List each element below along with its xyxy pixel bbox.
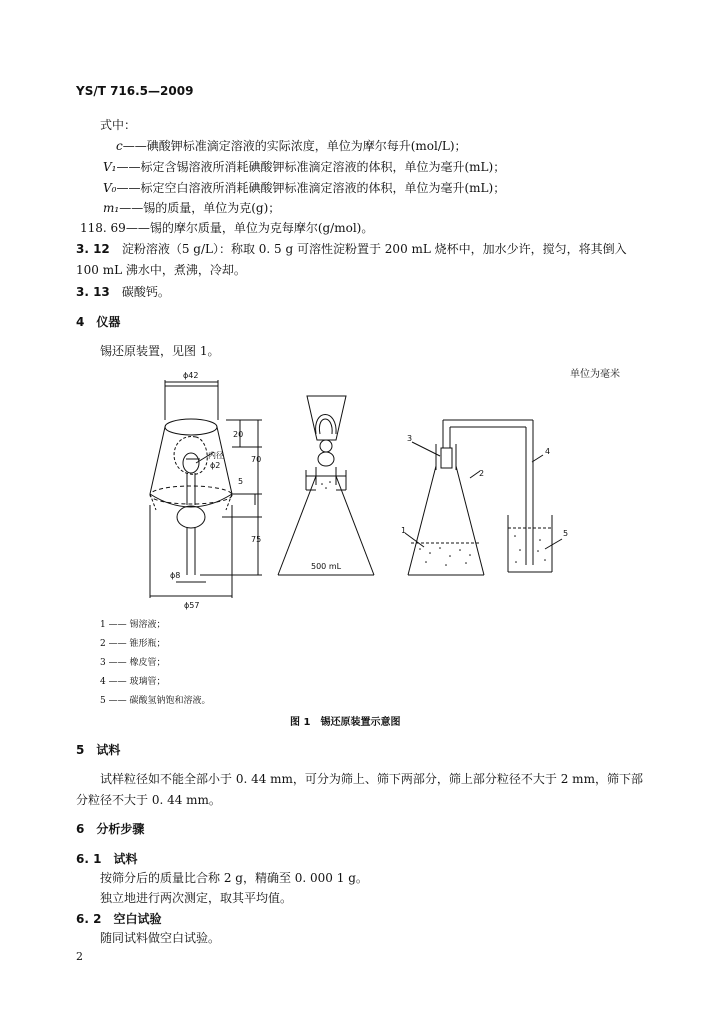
liquid-dots — [321, 481, 546, 566]
section-6-1-heading — [76, 850, 137, 867]
section-title: 试料 — [96, 743, 121, 757]
legend-item-5: 5 —— 碳酸氢钠饱和溶液。 — [100, 696, 211, 706]
legend-item-1: 1 —— 锡溶液； — [100, 620, 166, 630]
section-number: 6 — [76, 822, 85, 836]
callout-3: 3 — [407, 434, 413, 443]
dim-75: 75 — [251, 535, 262, 544]
conical-flask-500ml — [278, 396, 374, 575]
item-number: 3. 12 — [76, 242, 110, 256]
formula-intro: 式中： — [100, 118, 137, 132]
legend-item-2: 2 —— 锥形瓶； — [100, 639, 166, 649]
item-number: 3. 13 — [76, 285, 110, 299]
callout-1: 1 — [401, 526, 407, 535]
dim-5: 5 — [238, 477, 244, 486]
symbol: 118. 69 — [80, 221, 126, 235]
valve-apparatus — [150, 380, 262, 598]
definition: ——标定空白溶液所消耗碘酸钾标准滴定溶液的体积，单位为毫升(mL)； — [116, 181, 506, 195]
symbol: V₀ — [103, 181, 117, 195]
dim-inner-diameter: 内径 — [208, 451, 224, 460]
dim-phi-42: ϕ42 — [183, 371, 199, 380]
section-5-line-2: 分粒径不大于 0. 44 mm。 — [76, 793, 221, 807]
page-number: 2 — [76, 950, 83, 963]
definition: ——碘酸钾标准滴定溶液的实际浓度，单位为摩尔每升(mol/L)； — [122, 139, 467, 153]
callout-2: 2 — [479, 469, 485, 478]
section-6-1-line-2: 独立地进行两次测定，取其平均值。 — [100, 891, 293, 905]
section-6-2-line-1: 随同试料做空白试验。 — [100, 931, 221, 945]
section-4-body: 锡还原装置，见图 1。 — [100, 344, 220, 358]
section-5-line-1: 试样粒径如不能全部小于 0. 44 mm，可分为筛上、筛下两部分，筛上部分粒径不大于 2 mm，筛下部 — [100, 772, 643, 786]
definition: ——标定含锡溶液所消耗碘酸钾标准滴定溶液的体积，单位为毫升(mL)； — [116, 160, 506, 174]
section-number: 6. 2 — [76, 912, 102, 926]
figure-caption: 图 1 锡还原装置示意图 — [290, 717, 401, 728]
dim-20: 20 — [233, 430, 244, 439]
section-6-2-heading — [76, 910, 161, 927]
section-title: 试料 — [113, 852, 138, 866]
section-6-1-line-1: 按筛分后的质量比合称 2 g，精确至 0. 000 1 g。 — [100, 871, 368, 885]
standard-code: YS/T 716.5—2009 — [76, 84, 194, 98]
item-3-12-continued: 100 mL 沸水中，煮沸，冷却。 — [76, 263, 246, 277]
item-text: 淀粉溶液（5 g/L）：称取 0. 5 g 可溶性淀粉置于 200 mL 烧杯中，加水少许，搅匀，将其倒入 — [121, 242, 627, 256]
flask-volume-label: 500 mL — [311, 562, 342, 571]
legend-item-3: 3 —— 橡皮管； — [100, 658, 166, 668]
section-title: 分析步骤 — [96, 822, 145, 836]
section-title: 仪器 — [96, 315, 121, 329]
section-title: 空白试验 — [113, 912, 162, 926]
section-number: 4 — [76, 315, 85, 329]
dim-phi-8: ϕ8 — [170, 571, 181, 580]
section-6-heading — [76, 820, 144, 837]
legend-item-4: 4 —— 玻璃管； — [100, 677, 166, 687]
flask-tube-beaker — [405, 420, 562, 575]
symbol: c — [116, 139, 123, 153]
dim-phi-57: ϕ57 — [184, 601, 200, 610]
section-number: 6. 1 — [76, 852, 102, 866]
definition: ——锡的摩尔质量，单位为克每摩尔(g/mol)。 — [125, 221, 374, 235]
section-5-heading — [76, 741, 120, 758]
item-text: 碳酸钙。 — [121, 285, 170, 299]
unit-note: 单位为毫米 — [570, 369, 620, 380]
symbol: V₁ — [103, 160, 117, 174]
section-number: 5 — [76, 743, 85, 757]
callout-5: 5 — [563, 529, 569, 538]
dim-phi-2: ϕ2 — [210, 461, 221, 470]
callout-4: 4 — [545, 447, 551, 456]
dim-70: 70 — [251, 455, 262, 464]
symbol: m₁ — [103, 201, 120, 215]
definition: ——锡的质量，单位为克(g)； — [119, 201, 281, 215]
